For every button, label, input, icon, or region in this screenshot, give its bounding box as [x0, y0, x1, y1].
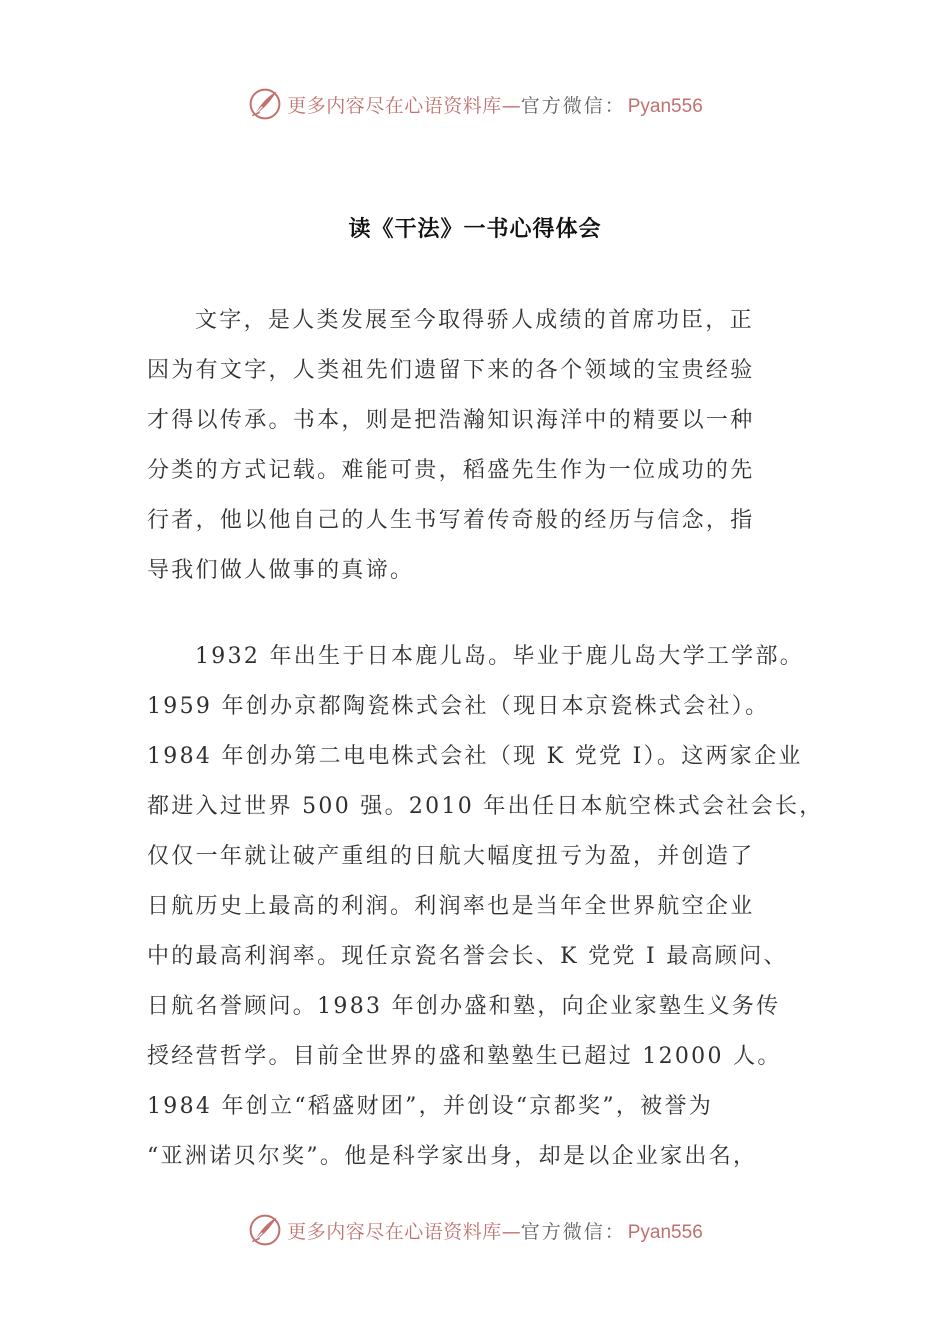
banner-wechat-id: Pyan556: [627, 1221, 703, 1243]
text-line: 因为有文字，人类祖先们遗留下来的各个领域的宝贵经验: [147, 358, 755, 383]
banner-dash: —: [501, 1220, 521, 1243]
text-line: 1932 年出生于日本鹿儿岛。毕业于鹿儿岛大学工学部。: [195, 644, 805, 669]
banner-wechat-label: 官方微信：: [520, 94, 626, 117]
text-line: 1959 年创办京都陶瓷株式会社（现日本京瓷株式会社）。: [147, 694, 770, 719]
banner-wechat-label: 官方微信：: [520, 1220, 626, 1243]
text-line: 1984 年创办第二电电株式会社（现 K 党党 I）。这两家企业: [147, 744, 803, 769]
text-line: 都进入过世界 500 强。2010 年出任日本航空株式会社会长，: [147, 794, 824, 819]
paragraph-biography: [147, 632, 824, 1182]
text-line: 授经营哲学。目前全世界的盛和塾塾生已超过 12000 人。: [147, 1044, 782, 1069]
text-line: 导我们做人做事的真谛。: [147, 558, 415, 583]
text-line: 日航历史上最高的利润。利润率也是当年全世界航空企业: [147, 894, 755, 919]
paragraph-intro: [147, 296, 807, 596]
text-line: 行者，他以他自己的人生书写着传奇般的经历与信念，指: [147, 508, 755, 533]
banner-slogan: 更多内容尽在心语资料库: [287, 94, 502, 117]
quill-pen-logo-icon: [247, 1212, 283, 1248]
banner-dash: —: [501, 94, 521, 117]
footer-banner: [0, 1210, 950, 1250]
header-banner: [0, 84, 950, 124]
text-line: 文字，是人类发展至今取得骄人成绩的首席功臣，正: [195, 308, 754, 333]
text-line: “亚洲诺贝尔奖”。他是科学家出身，却是以企业家出名，: [147, 1144, 758, 1169]
banner-text: [287, 1217, 703, 1244]
banner-text: [287, 91, 703, 118]
banner-wechat-id: Pyan556: [627, 95, 703, 117]
text-line: 分类的方式记载。难能可贵，稻盛先生作为一位成功的先: [147, 458, 755, 483]
quill-pen-logo-icon: [247, 86, 283, 122]
text-line: 日航名誉顾问。1983 年创办盛和塾，向企业家塾生义务传: [147, 994, 781, 1019]
text-line: 1984 年创立“稻盛财团”，并创设“京都奖”，被誉为: [147, 1094, 714, 1119]
document-title: 读《干法》一书心得体会: [348, 217, 602, 242]
banner-slogan: 更多内容尽在心语资料库: [287, 1220, 502, 1243]
text-line: 才得以传承。书本，则是把浩瀚知识海洋中的精要以一种: [147, 408, 755, 433]
text-line: 仅仅一年就让破产重组的日航大幅度扭亏为盈，并创造了: [147, 844, 755, 869]
text-line: 中的最高利润率。现任京瓷名誉会长、K 党党 I 最高顾问、: [147, 944, 788, 969]
